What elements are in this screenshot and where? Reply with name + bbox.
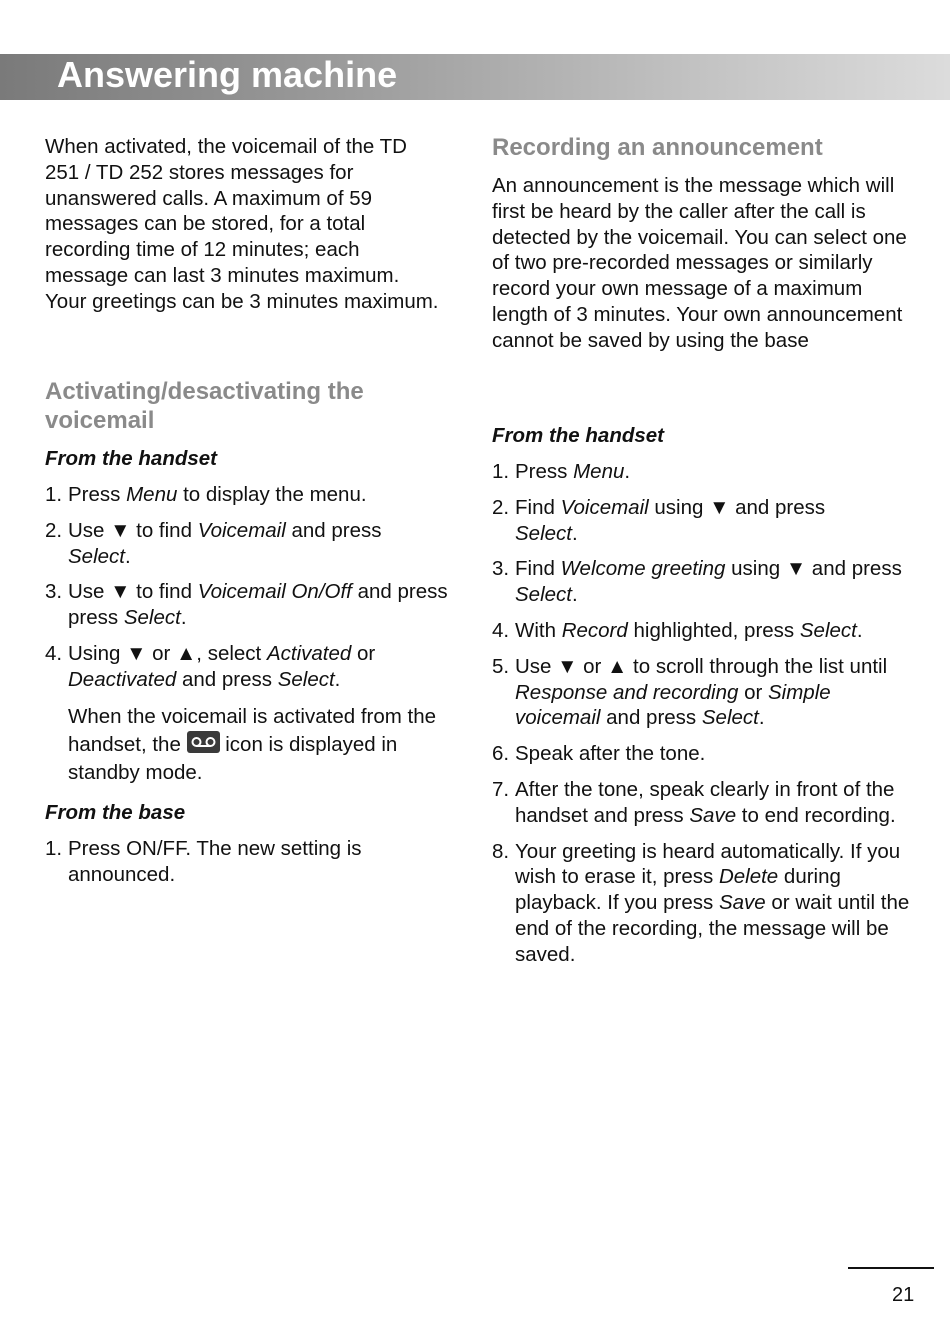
list-item: 8. Your greeting is heard automatically. If you wish to erase it, press Delete during playback. If you press Save or wait until the end of the recording, the message will be saved.: [492, 839, 910, 966]
note-item: When the voicemail is activated from the handset, the icon is displayed in standby mode.: [68, 704, 437, 784]
list-item: 5. Use ▼ or ▲ to scroll through the list until Response and recording or Simple voicemail and press Select.: [492, 654, 888, 730]
voicemail-icon: [187, 731, 220, 753]
page-number: 21: [892, 1284, 915, 1306]
subheading-from-handset: From the handset: [45, 447, 217, 470]
base-steps-list: [45, 836, 405, 888]
list-item: 2. Use ▼ to find Voicemail and press Select.: [45, 518, 382, 568]
recording-steps-list: [492, 459, 912, 968]
intro-paragraph: When activated, the voicemail of the TD 251 / TD 252 stores messages for unanswered calls. A maximum of 59 messages can be stored, for a total recording time of 12 minutes; each message can last 3 minutes maximum. Your greetings can be 3 minutes maximum.: [45, 135, 439, 313]
subheading-from-handset-right: From the handset: [492, 424, 664, 447]
list-item: 4. Using ▼ or ▲, select Activated or Deactivated and press Select.: [45, 641, 376, 691]
list-item: 3. Find Welcome greeting using ▼ and press Select.: [492, 557, 902, 607]
list-item: 3. Use ▼ to find Voicemail On/Off and press press Select.: [45, 580, 448, 630]
list-item: 6. Speak after the tone.: [492, 742, 706, 766]
recording-intro-paragraph: An announcement is the message which will first be heard by the caller after the call is detected by the voicemail. You can select one of two pre-recorded messages or similarly record your own message of a maximum length of 3 minutes. Your own announcement cannot be saved by using the base: [492, 174, 907, 352]
list-item: 4. With Record highlighted, press Select.: [492, 618, 863, 642]
list-item: 1. Press Menu to display the menu.: [45, 483, 367, 506]
list-item: 2. Find Voicemail using ▼ and press Select.: [492, 495, 826, 545]
list-item: 1. Press Menu.: [492, 460, 631, 483]
section-title-recording: Recording an announcement: [492, 134, 823, 161]
handset-steps-list: [45, 482, 463, 787]
footer-rule: [848, 1267, 934, 1269]
subheading-from-base: From the base: [45, 801, 186, 824]
list-item: 7. After the tone, speak clearly in front of the handset and press Save to end recording.: [492, 777, 896, 827]
section-title-activating: Activating/desactivating the voicemail: [45, 378, 364, 434]
page-title: Answering machine: [57, 54, 398, 95]
list-item: 1. Press ON/FF. The new setting is announced.: [45, 837, 362, 886]
